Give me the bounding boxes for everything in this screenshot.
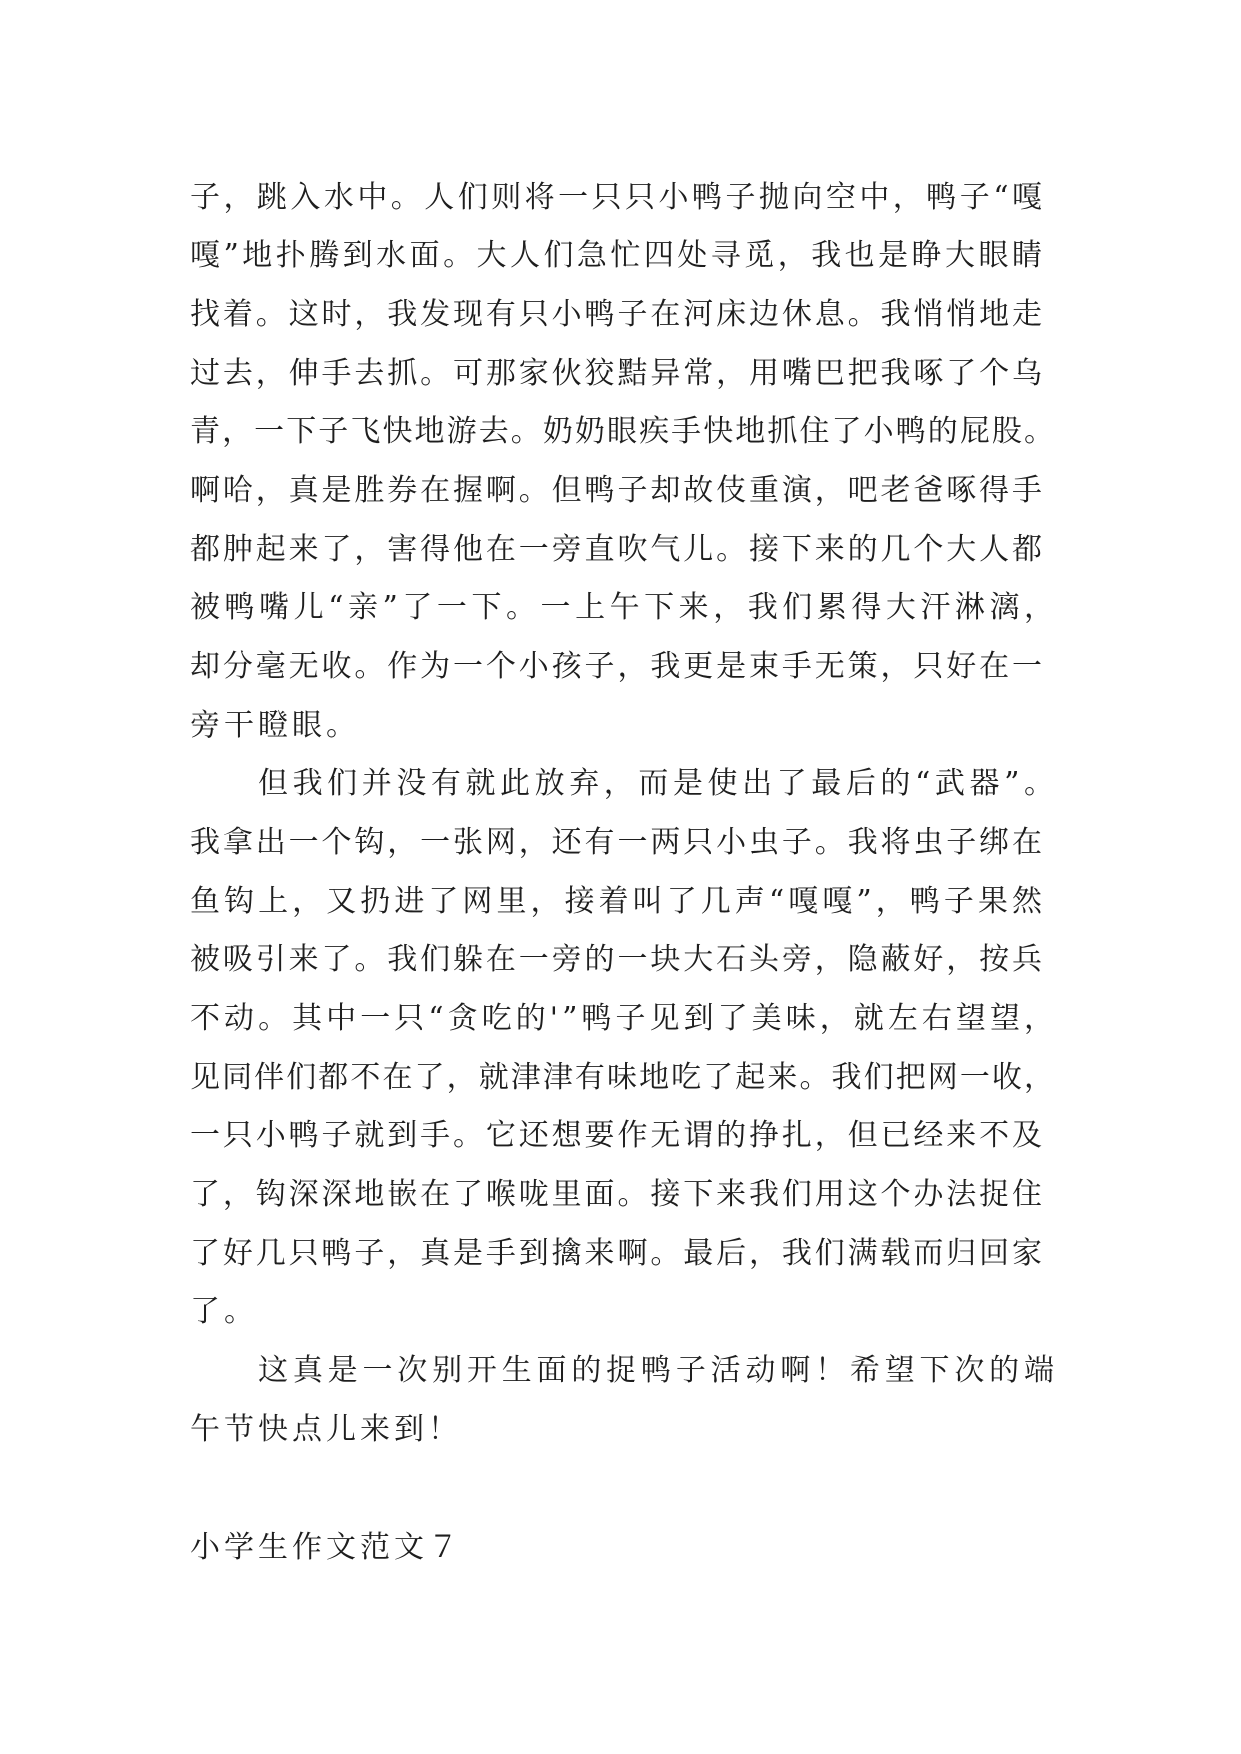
- text-line: 鱼钩上，又扔进了网里，接着叫了几声“嘎嘎”，鸭子果然: [190, 884, 1047, 919]
- text-line: 子，跳入水中。人们则将一只只小鸭子抛向空中，鸭子“嘎: [190, 180, 1046, 215]
- text-line: 一只小鸭子就到手。它还想要作无谓的挣扎，但已经来不及: [190, 1118, 1045, 1153]
- text-line: 过去，伸手去抓。可那家伙狡黠异常，用嘴巴把我啄了个乌: [190, 356, 1045, 391]
- text-line: 被鸭嘴儿“亲”了一下。一上午下来，我们累得大汗淋漓，: [190, 590, 1059, 625]
- text-line: 青，一下子飞快地游去。奶奶眼疾手快地抓住了小鸭的屁股。: [190, 414, 1057, 449]
- text-line: 不动。其中一只“贪吃的'”鸭子见到了美味，就左右望望，: [190, 1001, 1059, 1036]
- paragraph-first-line: 这真是一次别开生面的捉鸭子活动啊！希望下次的端: [258, 1353, 1059, 1388]
- paragraph-first-line: 但我们并没有就此放弃，而是使出了最后的“武器”。: [258, 766, 1059, 801]
- text-line: 啊哈，真是胜券在握啊。但鸭子却故伎重演，吧老爸啄得手: [190, 473, 1045, 508]
- text-line: 我拿出一个钩，一张网，还有一两只小虫子。我将虫子绑在: [190, 825, 1045, 860]
- text-line: 嘎”地扑腾到水面。大人们急忙四处寻觅，我也是睁大眼睛: [190, 238, 1046, 273]
- text-line: 却分毫无收。作为一个小孩子，我更是束手无策，只好在一: [190, 649, 1045, 684]
- text-line: 了。: [190, 1294, 258, 1329]
- text-line: 被吸引来了。我们躲在一旁的一块大石头旁，隐蔽好，按兵: [190, 942, 1045, 977]
- text-line: 了好几只鸭子，真是手到擒来啊。最后，我们满载而归回家: [190, 1236, 1045, 1271]
- text-line: 找着。这时，我发现有只小鸭子在河床边休息。我悄悄地走: [190, 297, 1045, 332]
- text-line: 旁干瞪眼。: [190, 708, 360, 743]
- text-line: 见同伴们都不在了，就津津有味地吃了起来。我们把网一收，: [190, 1060, 1057, 1095]
- text-line: 了，钩深深地嵌在了喉咙里面。接下来我们用这个办法捉住: [190, 1177, 1045, 1212]
- section-heading: 小学生作文范文７: [190, 1530, 462, 1565]
- text-line: 都肿起来了，害得他在一旁直吹气儿。接下来的几个大人都: [190, 532, 1045, 567]
- text-line: 午节快点儿来到！: [190, 1412, 462, 1447]
